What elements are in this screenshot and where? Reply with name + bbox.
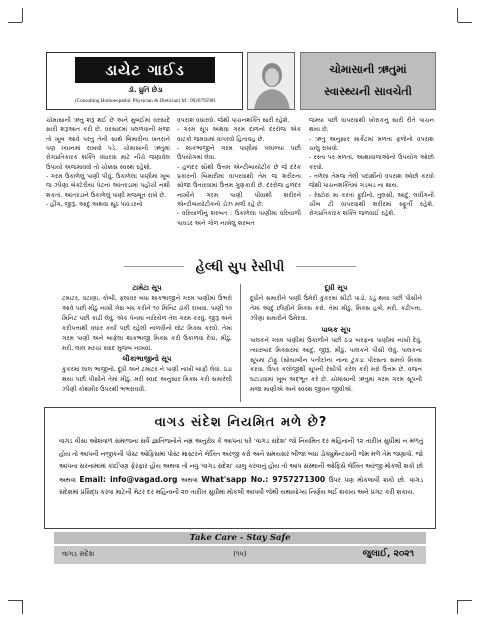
notice-whatsapp[interactable]: What'sapp No.: 9757271300 xyxy=(201,474,326,484)
soup-section-title: હેલ્ધી સુપ રેસીપી xyxy=(195,260,285,275)
article-title-line2: સ્વાસ્થ્યની સાવચેતી xyxy=(324,85,412,98)
issue-date: જુલાઈ, ૨૦૨૧ xyxy=(362,549,414,559)
article-header xyxy=(44,44,436,114)
palak-soup-text: પાલકને ગરમ પાણીમાં ઉકાળીને પછી ઠંડા બરફના પાણીમાં નાખી દેવું. ત્યારબાદ મિક્સરમાં આદું, જીરૂં, મીઠું, પાલકને પીસી લેવું. પાલકના સૂપમાં ટોફુ (સોયાબીન પનીર)ના નાના ટુકડા પીરસતા સમયે મિક્સ કરવા. ઉપર કલોંજીથી સૂપની રેસીપી કરેલ કરી મરો ઉત્તમ છે. વજન ઘટાડવામાં ખૂબ અદ્ભૂત કરે છે. ચોમાસાની ઋતુમાં ગરમ ગરમ સૂપની મજા માણીએ અને સ્વસ્થ જીવન જીવીએ. xyxy=(250,336,422,394)
crop-mark xyxy=(22,8,23,22)
dudhi-soup-text: દૂધીને સમારીને પાણી ઉમેરી કુકરમાં સીટી પાડો. ઠંડું થયા પછી પીસીને તેમાં આદું છીણીને મિક્સ કરો. તેમાં મીઠું, મિક્સ હર્બ, મરી, કઢીપત્તા, ઝીણા સમારીને ઉમેરવા. xyxy=(250,295,422,322)
tagline-bar: Take Care - Stay Safe xyxy=(54,532,426,544)
article-title-box xyxy=(300,52,436,110)
article-title-line1: ચોમાસાની ઋતુમાં xyxy=(329,63,407,76)
crop-mark xyxy=(457,8,458,22)
palak-soup-heading: પાલક સૂપ xyxy=(321,325,351,334)
dudhi-soup-heading: દૂધી સૂપ xyxy=(324,284,348,292)
article-column-2 xyxy=(177,116,301,228)
author-credentials: (Consulting Homoeopathic Physician & Dietician) M : 9920795981 xyxy=(74,98,217,104)
notice-title: વાગડ સંદેશ નિયમિત મળે છે? xyxy=(154,415,328,430)
column-title: ડાયેટ ગાઈડ xyxy=(75,57,215,83)
subscription-notice xyxy=(44,407,436,529)
author-photo xyxy=(247,52,295,110)
crop-mark xyxy=(8,22,22,23)
magazine-page xyxy=(44,44,436,580)
crop-mark xyxy=(8,600,22,601)
notice-text: ઉપર પણ મોકલાવી શકો છો. વાગડ સંદેશમાં પ્રસિદ્ધ કરવા માટેની મેટર દર મહિનાની ૨૦ તારીખ સુધીમાં મોકલી આપવી જેથી યથાયોગ્ય નિર્ણય લઈ શકાય અને પ્રગટ કરી શકાય. xyxy=(59,476,423,497)
crop-mark xyxy=(457,600,458,614)
soup-column-right xyxy=(250,282,422,395)
tomato-soup-heading: ટામેટા સૂપ xyxy=(132,284,162,292)
magazine-name: વાગડ સંદેશ xyxy=(62,550,95,558)
page-footer xyxy=(54,546,426,564)
article-text: જમ્યા પછી વાપરવાથી ખોરાકનું સારી રીતે પાચન થાય છે. - ઋતુ અનુસાર માર્કેટમાં મળતા ફળોનો વપરાશ ચાલુ રાખવો. - રસ્તા પર મળતાં, આથાવાળાંઓનો ઉપયોગ ઓછો કરવો. - તળેલા તેમજ તેલી પદાર્થોનો વપરાશ ઓછો કરવો જેથી પાચનશક્તિમાં ગડબડ ના થાય. - રેસ્ટોરાં મા કરતાં ફુદીનો, તુલસી, આદું, લવીંગની ચીંબ ટી વાપરવાથી શરીરમાં સ્ફૂર્તી રહેશે. રોગપ્રતિકારક શક્તિ જળવાઈ રહેશે. xyxy=(309,117,434,218)
article-column-1 xyxy=(46,116,170,209)
article-text: વપરાશ વધારવો. જેથી પાચનશક્તિ સારી રહેશે. - ગરમ સૂપ અથવા ગરમ દાળનો દરરોજ એક વાટકો જમવામાં વાપરવો હિતાવહ છે. - શાકભાજીને ગરમ પાણીમાં પલાળ્યા પછી ઉપયોગમાં લેવા. - હળદર સૌથી ઉત્તમ એન્ટીબાયોટીક છે જે દરેક પ્રકારની બિમારીમાં વાપરવાથી તેમ જ શરીરના સોજા ઉતારવામાં ઉત્તમ ગુણકારી છે. દરરોજ હળદર નાખીને ગરમ પાણી પીવાથી શરીરને એન્ટીબાયોટીકનો ડોઝ મળી રહે છે. - વરિયાળીનું શરબત : ઉકાળેલા પાણીમાં વરિયાળી પાવડર અને ગોળ નાખેલું શરબત xyxy=(177,117,301,227)
article-column-3 xyxy=(309,116,434,219)
column-banner xyxy=(46,52,243,110)
column-divider xyxy=(240,284,241,402)
notice-text: વાગડ વીસા ઓશવાળ સમાજના સર્વે જ્ઞાતિજનોને નમ્ર અનુરોધ કે આપના ઘરે 'વાગડ સંદેશ' જો નિયમિત દર મહિનાની ૧૨ તારીખ સુધીમાં ન મળતું હોય તો આપની નજીકની પોસ્ટ ઓફિસમાં પોસ્ટ માસ્ટરને લેખિત અરજી કરો અને સમયસર બીજા બધા ડોક્યુમેન્ટસની જેમ મળે તેમ જણાવો. જો આપના સરનામામાં કાંઈપણ ફેરફાર હોય અથવા તો નવું 'વાગડ સંદેશ' ચાલુ કરવાનું હોય તો આપ સંસ્થાની ઓફિસે લેખિત અરજી મોકલી શકો છો અથવા xyxy=(59,438,423,484)
page-number: (૧૫) xyxy=(233,550,247,558)
notice-text: અથવા xyxy=(180,476,198,484)
notice-body xyxy=(59,436,423,500)
crop-mark xyxy=(458,22,472,23)
article-text: ચોમાસાની ઋતુ શરૂ થઈ છે અને મુંબઈમાં વરસાદે સારી શરૂઆત કરી છે. વરસાદમાં પલળવાની મજા તો ખૂબ આવે પરંતુ તેની સાથે બિમારીના ખતરાને પણ ધ્યાનમાં રાખવો પડે. ચોમાસાની ઋતુમાં રોગપ્રતિકારક શક્તિ વધારવા માટે નીચે જણાવેલ ઉપાયો અજમાવવો તો ચોક્કસ સ્વસ્થ રહેશો. - ગરમ ઉકાળેલું પાણી પીવું. ઉકાળેલા પાણીમાં ખૂબ જ ઝીણા બેક્ટેરીયા પેટનાં આંતરડામાં પહોંચી નથી શકતાં. આંતરડાને ઉકાળેલું પાણી મજબૂત રાખે છે. - હીંગ, જીરૂં, આદું અથવા સૂંઠ પાવડરનો xyxy=(46,117,170,209)
crop-mark xyxy=(22,600,23,614)
lauki-soup-text: કુકરમાં લાલ ભાજીનો, દૂધી અને ટમાટર ને પાણી નાખી બાફી લેવાં. ઠંડા થયા પછી પીસીને તેમાં મીઠું, મરી સ્વાદ અનુસાર મિક્સ કરી સમારેલી ઝીણી કોથમીર ઉપરથી ભભરાવવી. xyxy=(62,366,232,394)
soup-column-left xyxy=(62,282,232,395)
lauki-soup-heading: લૌકાભાજીનો સૂપ xyxy=(122,355,172,364)
notice-email[interactable]: Email: info@vagad.org xyxy=(79,474,178,484)
tomato-soup-text: ટમાટર, વટાણા, કોબી, ફ્લાવર બધા શાકભાજીને ગરમ પાણીમાં ઉભરો આવે પછી મીઠું નાખી ગેસ બંધ કરીને ૧૦ મિનિટ ઢાંકી રાખવા. પાણી ૧૦ મિનિટ પછી કાઢી લેવું. એક પેનમાં નારિયેળ તેલ ગરમ કરવું. જીરૂં અને કરીપત્તાથી વઘાર કર્યા પછી રહેલી નાળવીનો લોટ મિક્સ કરવો. તેમાં ગરમ પાણી અને બાફેલા શાકભાજી મિક્સ કરી ઉકાળવા દેવા, મીઠું, મરી, લાલ મરચાં સ્વાદ મુજબ નાખવાં. xyxy=(62,295,232,352)
crop-mark xyxy=(458,600,472,601)
author-name: ડૉ. ધ્રુતિ છેડા xyxy=(128,86,163,94)
